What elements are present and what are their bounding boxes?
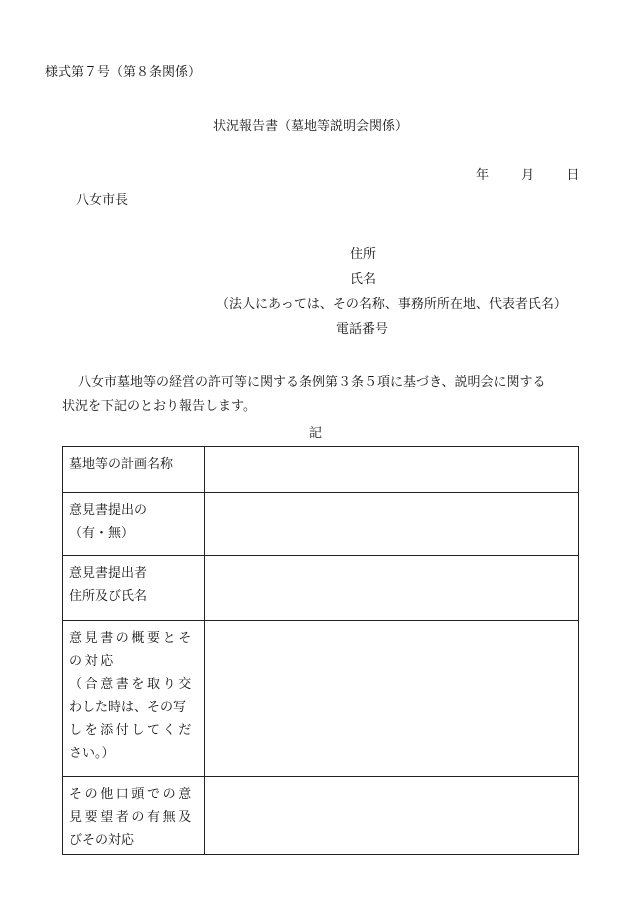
date-year: 年 xyxy=(476,168,490,183)
applicant-phone-label: 電話番号 xyxy=(336,322,389,337)
label-line: の対応 xyxy=(69,654,116,669)
label-line: 墓地等の計画名称 xyxy=(69,457,174,472)
addressee: 八女市長 xyxy=(76,193,129,208)
table-row xyxy=(63,777,579,855)
table-row xyxy=(63,556,579,621)
label-line: 意見書提出者 xyxy=(69,566,148,581)
row-label-opinion-submitted xyxy=(63,493,205,556)
table-row xyxy=(63,621,579,777)
date-month: 月 xyxy=(521,168,535,183)
submitter-field[interactable] xyxy=(205,556,579,621)
table-row xyxy=(63,447,579,493)
label-line: （合意書を取り交 xyxy=(69,677,194,692)
label-line: 住所及び氏名 xyxy=(69,589,148,604)
label-line: 意見書提出の xyxy=(69,503,148,518)
body-text-line-2: 状況を下記のとおり報告します。 xyxy=(62,399,256,414)
plan-name-field[interactable] xyxy=(205,447,579,493)
date-day: 日 xyxy=(566,168,580,183)
row-label-plan-name xyxy=(63,447,205,493)
row-label-submitter xyxy=(63,556,205,621)
applicant-address-label: 住所 xyxy=(350,247,377,262)
label-line: わした時は、その写 xyxy=(69,700,187,715)
label-line: その他口頭での意 xyxy=(69,787,194,802)
label-line: しを添付してくだ xyxy=(69,723,194,738)
label-line: びその対応 xyxy=(69,833,135,848)
applicant-note: （法人にあっては、その名称、事務所所在地、代表者氏名） xyxy=(216,297,567,312)
ki-heading: 記 xyxy=(309,426,323,441)
row-label-opinion-summary xyxy=(63,621,205,777)
body-text-line-1: 八女市墓地等の経営の許可等に関する条例第３条５項に基づき、説明会に関する xyxy=(78,375,546,390)
opinion-summary-field[interactable] xyxy=(205,621,579,777)
label-line: さい。） xyxy=(69,746,115,761)
date-line xyxy=(476,166,579,186)
form-number: 様式第７号（第８条関係） xyxy=(45,65,202,80)
oral-opinions-field[interactable] xyxy=(205,777,579,855)
label-line: 見要望者の有無及 xyxy=(69,810,194,825)
table-row xyxy=(63,493,579,556)
row-label-oral-opinions xyxy=(63,777,205,855)
label-line: 意見書の概要とそ xyxy=(69,631,194,646)
opinion-submitted-field[interactable] xyxy=(205,493,579,556)
applicant-name-label: 氏名 xyxy=(350,272,377,287)
label-line: （有・無） xyxy=(69,526,135,541)
report-table xyxy=(62,446,579,855)
document-title: 状況報告書（墓地等説明会関係） xyxy=(213,119,409,134)
